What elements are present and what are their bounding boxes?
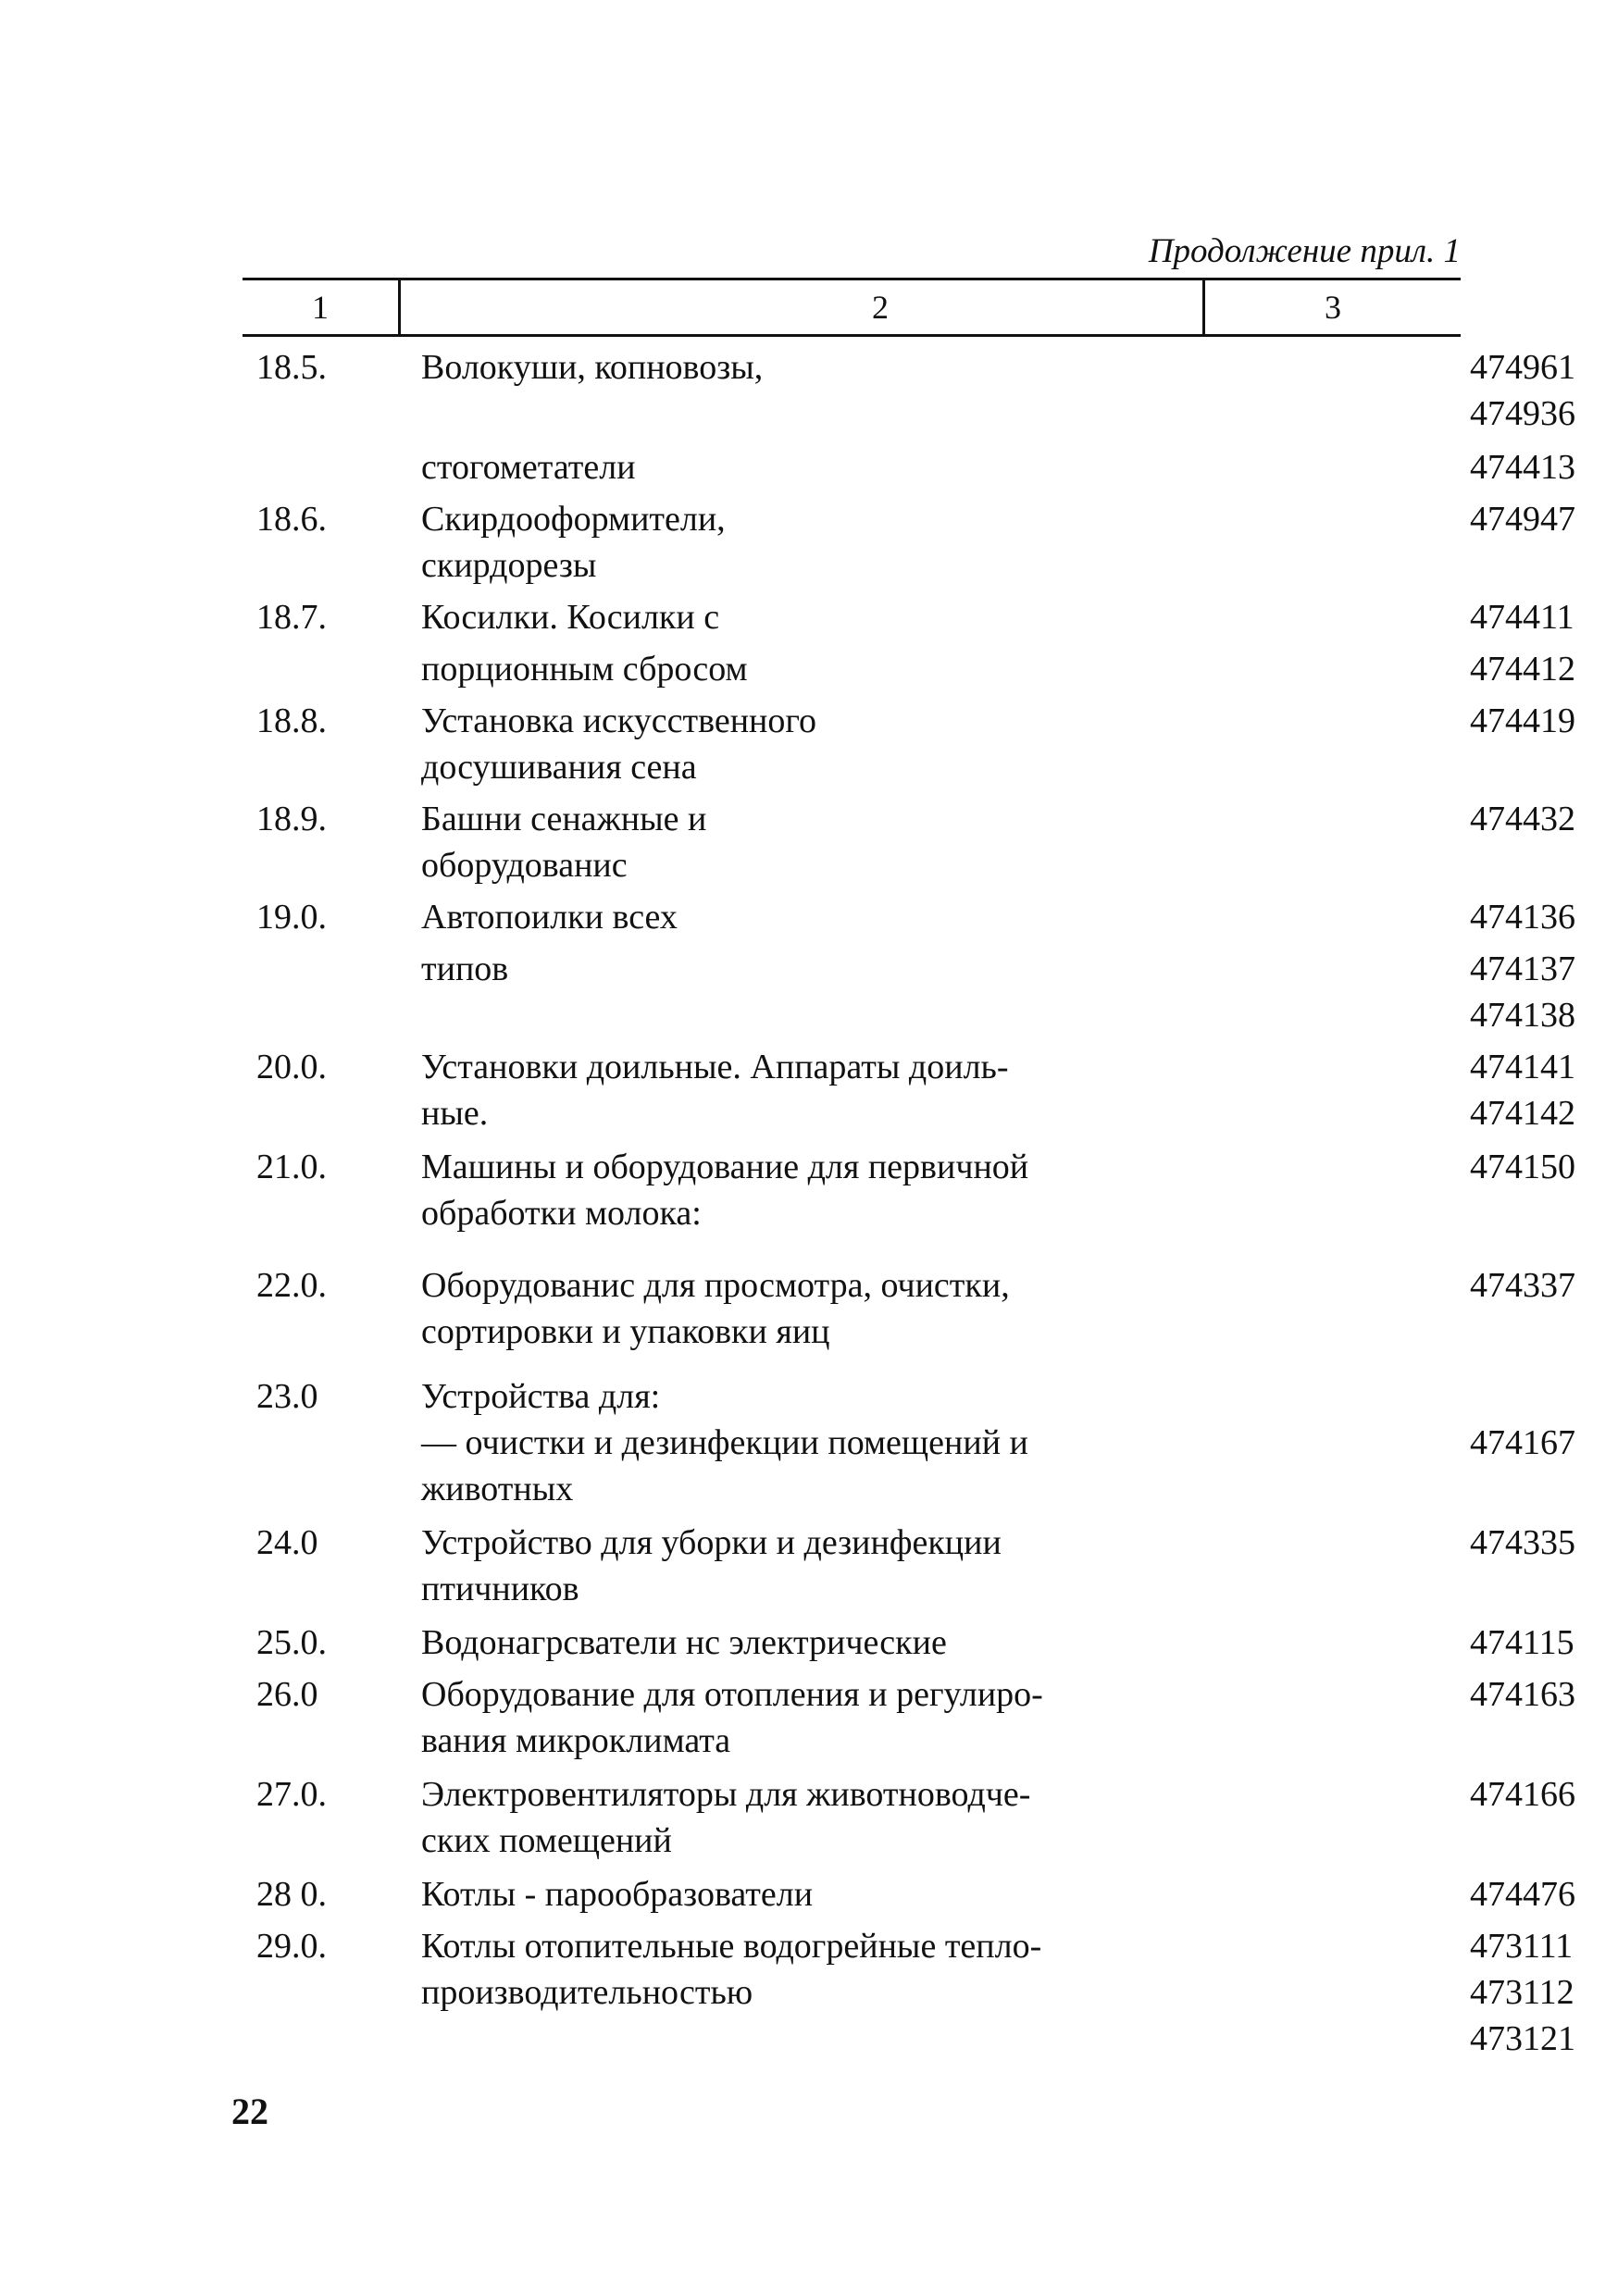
description-line: животных xyxy=(421,1470,574,1508)
row-description xyxy=(414,1771,1215,1864)
okp-code: 474141 xyxy=(1470,1048,1575,1086)
okp-code: 474166 xyxy=(1470,1775,1575,1814)
row-number: 25.0. xyxy=(256,1623,327,1662)
row-number: 18.9. xyxy=(256,800,327,838)
row-codes xyxy=(1215,646,1575,692)
row-number: 24.0 xyxy=(256,1523,318,1562)
okp-code: 474432 xyxy=(1470,800,1575,838)
table-row xyxy=(243,1620,1574,1666)
description-line: производительностью xyxy=(421,1973,753,2012)
column-header-2: 2 xyxy=(872,289,889,326)
row-codes xyxy=(1215,1620,1574,1666)
row-number: 18.5. xyxy=(256,348,327,387)
row-description xyxy=(414,1923,1215,2016)
row-description xyxy=(414,1620,1215,1666)
row-number: 19.0. xyxy=(256,898,327,937)
row-description xyxy=(414,1420,1215,1512)
okp-code: 474150 xyxy=(1470,1148,1575,1186)
table-row xyxy=(243,496,1575,589)
description-line: Котлы отопительные водогрейные тепло- xyxy=(421,1927,1042,1966)
row-description xyxy=(414,594,1215,640)
row-description xyxy=(414,1520,1215,1612)
row-codes xyxy=(1215,946,1575,1038)
table-header xyxy=(243,278,1461,337)
row-number: 27.0. xyxy=(256,1775,327,1814)
okp-code: 474476 xyxy=(1470,1875,1575,1914)
row-number: 26.0 xyxy=(256,1675,318,1714)
row-number: 18.6. xyxy=(256,500,327,539)
row-codes xyxy=(1215,1044,1575,1136)
okp-code: 474419 xyxy=(1470,701,1575,740)
description-line: ные. xyxy=(421,1094,489,1133)
row-codes xyxy=(1215,594,1574,640)
row-codes xyxy=(1215,1771,1575,1818)
row-number: 23.0 xyxy=(256,1377,318,1416)
table-body xyxy=(243,344,1575,2062)
description-line: Оборудованис для просмотра, очистки, xyxy=(421,1266,1010,1305)
okp-code: 474412 xyxy=(1470,650,1575,689)
column-header-3: 3 xyxy=(1325,289,1341,326)
description-line: скирдорезы xyxy=(421,546,597,585)
description-line: Установка искусственного xyxy=(421,701,817,740)
row-description xyxy=(414,444,1215,490)
row-description xyxy=(414,646,1215,692)
row-codes xyxy=(1215,1144,1575,1190)
row-codes xyxy=(1215,1671,1575,1718)
description-line: — очистки и дезинфекции помещений и xyxy=(421,1423,1028,1462)
row-number: 18.7. xyxy=(256,598,327,637)
description-line: типов xyxy=(421,949,509,988)
row-codes xyxy=(1215,1262,1575,1309)
table-row xyxy=(243,1871,1575,1917)
okp-code: 474137 xyxy=(1470,949,1575,988)
table-row xyxy=(243,1144,1575,1236)
table-row xyxy=(243,894,1575,940)
table-row xyxy=(243,698,1575,790)
table-row xyxy=(243,1044,1575,1136)
table-row xyxy=(243,1262,1575,1355)
row-description xyxy=(414,894,1215,940)
row-description xyxy=(414,1262,1215,1355)
description-line: Скирдооформители, xyxy=(421,500,726,539)
okp-code: 474142 xyxy=(1470,1094,1575,1133)
table-row xyxy=(243,1671,1575,1764)
row-number: 18.8. xyxy=(256,701,327,740)
description-line: сортировки и упаковки яиц xyxy=(421,1312,830,1351)
okp-code: 473112 xyxy=(1470,1973,1574,2012)
table-row xyxy=(243,1771,1575,1864)
okp-code: 474961 xyxy=(1470,348,1575,387)
okp-code: 473121 xyxy=(1470,2019,1575,2058)
table-row xyxy=(243,444,1575,490)
description-line: птичников xyxy=(421,1570,579,1608)
row-description xyxy=(414,344,1215,391)
row-description xyxy=(414,1871,1215,1917)
okp-code: 474411 xyxy=(1470,598,1574,637)
row-description xyxy=(414,698,1215,790)
okp-code: 474163 xyxy=(1470,1675,1575,1714)
okp-code: 474335 xyxy=(1470,1523,1575,1562)
table-row xyxy=(243,1520,1575,1612)
okp-code: 474337 xyxy=(1470,1266,1575,1305)
row-codes xyxy=(1215,1520,1575,1566)
row-description xyxy=(414,1044,1215,1136)
table-row xyxy=(243,1923,1575,2062)
page-number: 22 xyxy=(231,2091,268,2132)
row-description xyxy=(414,1144,1215,1236)
table-row xyxy=(243,594,1574,640)
row-codes xyxy=(1215,344,1575,437)
row-codes xyxy=(1215,1420,1575,1466)
description-line: стогометатели xyxy=(421,448,636,487)
description-line: Волокуши, копновозы, xyxy=(421,348,764,387)
row-description xyxy=(414,496,1215,589)
row-codes xyxy=(1215,894,1575,940)
okp-code: 474947 xyxy=(1470,500,1575,539)
description-line: Оборудование для отопления и регулиро- xyxy=(421,1675,1043,1714)
description-line: Автопоилки всех xyxy=(421,898,678,937)
description-line: Башни сенажные и xyxy=(421,800,707,838)
description-line: Косилки. Косилки с xyxy=(421,598,720,637)
description-line: Машины и оборудование для первичной xyxy=(421,1148,1029,1186)
table-row xyxy=(243,796,1575,888)
table-row xyxy=(243,1420,1575,1512)
description-line: Котлы - парообразователи xyxy=(421,1875,814,1914)
table-row xyxy=(243,344,1575,437)
row-codes xyxy=(1215,698,1575,744)
table-row xyxy=(243,646,1575,692)
description-line: Электровентиляторы для животноводче- xyxy=(421,1775,1031,1814)
row-description xyxy=(414,1373,1215,1420)
row-codes xyxy=(1215,496,1575,542)
row-number: 29.0. xyxy=(256,1927,327,1966)
description-line: обработки молока: xyxy=(421,1194,702,1233)
row-description xyxy=(414,796,1215,888)
description-line: ских помещений xyxy=(421,1821,672,1860)
row-codes xyxy=(1215,796,1575,842)
okp-code: 473111 xyxy=(1470,1927,1574,1966)
row-number: 21.0. xyxy=(256,1148,327,1186)
okp-code: 474936 xyxy=(1470,394,1575,433)
row-codes xyxy=(1215,444,1575,490)
row-description xyxy=(414,946,1215,992)
description-line: досушивания сена xyxy=(421,748,697,787)
row-description xyxy=(414,1671,1215,1764)
okp-code: 474115 xyxy=(1470,1623,1574,1662)
table-row xyxy=(243,946,1575,1038)
column-header-1: 1 xyxy=(312,289,329,326)
okp-code: 474413 xyxy=(1470,448,1575,487)
row-number: 20.0. xyxy=(256,1048,327,1086)
row-codes xyxy=(1215,1871,1575,1917)
table-row xyxy=(243,1373,1461,1420)
okp-code: 474138 xyxy=(1470,996,1575,1035)
description-line: порционным сбросом xyxy=(421,650,748,689)
description-line: оборудованис xyxy=(421,846,628,885)
table-caption: Продолжение прил. 1 xyxy=(1148,232,1461,270)
okp-code: 474136 xyxy=(1470,898,1575,937)
okp-code: 474167 xyxy=(1470,1423,1575,1462)
row-number: 28 0. xyxy=(256,1875,327,1914)
row-codes xyxy=(1215,1923,1575,2062)
description-line: Установки доильные. Аппараты доиль- xyxy=(421,1048,1009,1086)
description-line: Водонагрсватели нс электрические xyxy=(421,1623,947,1662)
description-line: Устройство для уборки и дезинфекции xyxy=(421,1523,1002,1562)
description-line: Устройства для: xyxy=(421,1377,661,1416)
description-line: вания микроклимата xyxy=(421,1721,731,1760)
row-number: 22.0. xyxy=(256,1266,327,1305)
